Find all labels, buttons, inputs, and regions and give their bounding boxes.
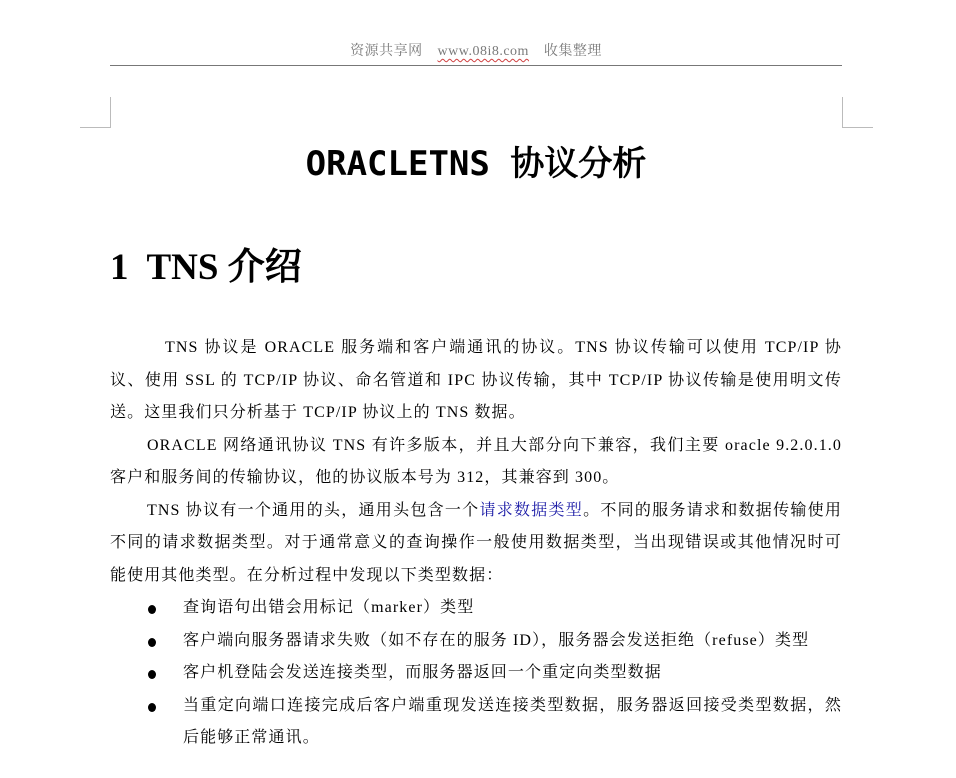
- list-item: [110, 592, 842, 625]
- paragraph-3-text-before: TNS 协议有一个通用的头，通用头包含一个: [147, 501, 480, 519]
- bullet-icon: [148, 605, 156, 614]
- paragraph-3-text-after: 。不同的服务请求和数据传输使用不同的请求数据类型。对于通常意义的查询操作一般使用数据类型，当出现错误或其他情况时可能使用其他类型。在分析过程中发现以下类型数据：: [110, 501, 842, 584]
- paragraph-1: TNS 协议是 ORACLE 服务端和客户端通讯的协议。TNS 协议传输可以使用 TCP/IP 协议、使用 SSL 的 TCP/IP 协议、命名管道和 IPC 协议传输，其中 TCP/IP 协议传输是使用明文传送。这里我们只分析基于 TCP/IP 协议上的 TNS 数据。: [110, 339, 842, 421]
- list-item-text: 客户端向服务器请求失败（如不存在的服务 ID），服务器会发送拒绝（refuse）类型: [183, 631, 810, 649]
- section-number: 1: [110, 247, 129, 288]
- header-rule: [110, 65, 842, 66]
- margin-corner-mark-left: [80, 97, 111, 128]
- section-title: TNS 介绍: [146, 247, 302, 288]
- section-heading: [110, 236, 302, 290]
- paragraph-2: ORACLE 网络通讯协议 TNS 有许多版本，并且大部分向下兼容，我们主要 oracle 9.2.0.1.0 客户和服务间的传输协议，他的协议版本号为 312，其兼容到 300。: [110, 436, 842, 486]
- document-title: ORACLETNS 协议分析: [305, 144, 647, 184]
- list-item-text: 查询语句出错会用标记（marker）类型: [183, 599, 475, 616]
- bullet-icon: [148, 703, 156, 712]
- header-suffix: 收集整理: [543, 43, 602, 59]
- list-item-text: 当重定向端口连接完成后客户端重现发送连接类型数据，服务器返回接受类型数据，然后能够正常通讯。: [183, 696, 842, 746]
- margin-corner-mark-right: [842, 97, 873, 128]
- type-list: [110, 592, 842, 755]
- header-site-name: 资源共享网: [350, 43, 423, 59]
- document-body: [110, 332, 842, 755]
- page-header: [110, 40, 842, 60]
- request-data-type-link[interactable]: 请求数据类型: [479, 501, 584, 519]
- list-item: [110, 690, 842, 755]
- list-item-text: 客户机登陆会发送连接类型，而服务器返回一个重定向类型数据: [183, 664, 662, 681]
- bullet-icon: [148, 670, 156, 679]
- list-item: [110, 625, 842, 658]
- list-item: [110, 657, 842, 690]
- bullet-icon: [148, 638, 156, 647]
- header-url[interactable]: www.08i8.com: [437, 44, 529, 59]
- paragraph-3: [110, 495, 842, 593]
